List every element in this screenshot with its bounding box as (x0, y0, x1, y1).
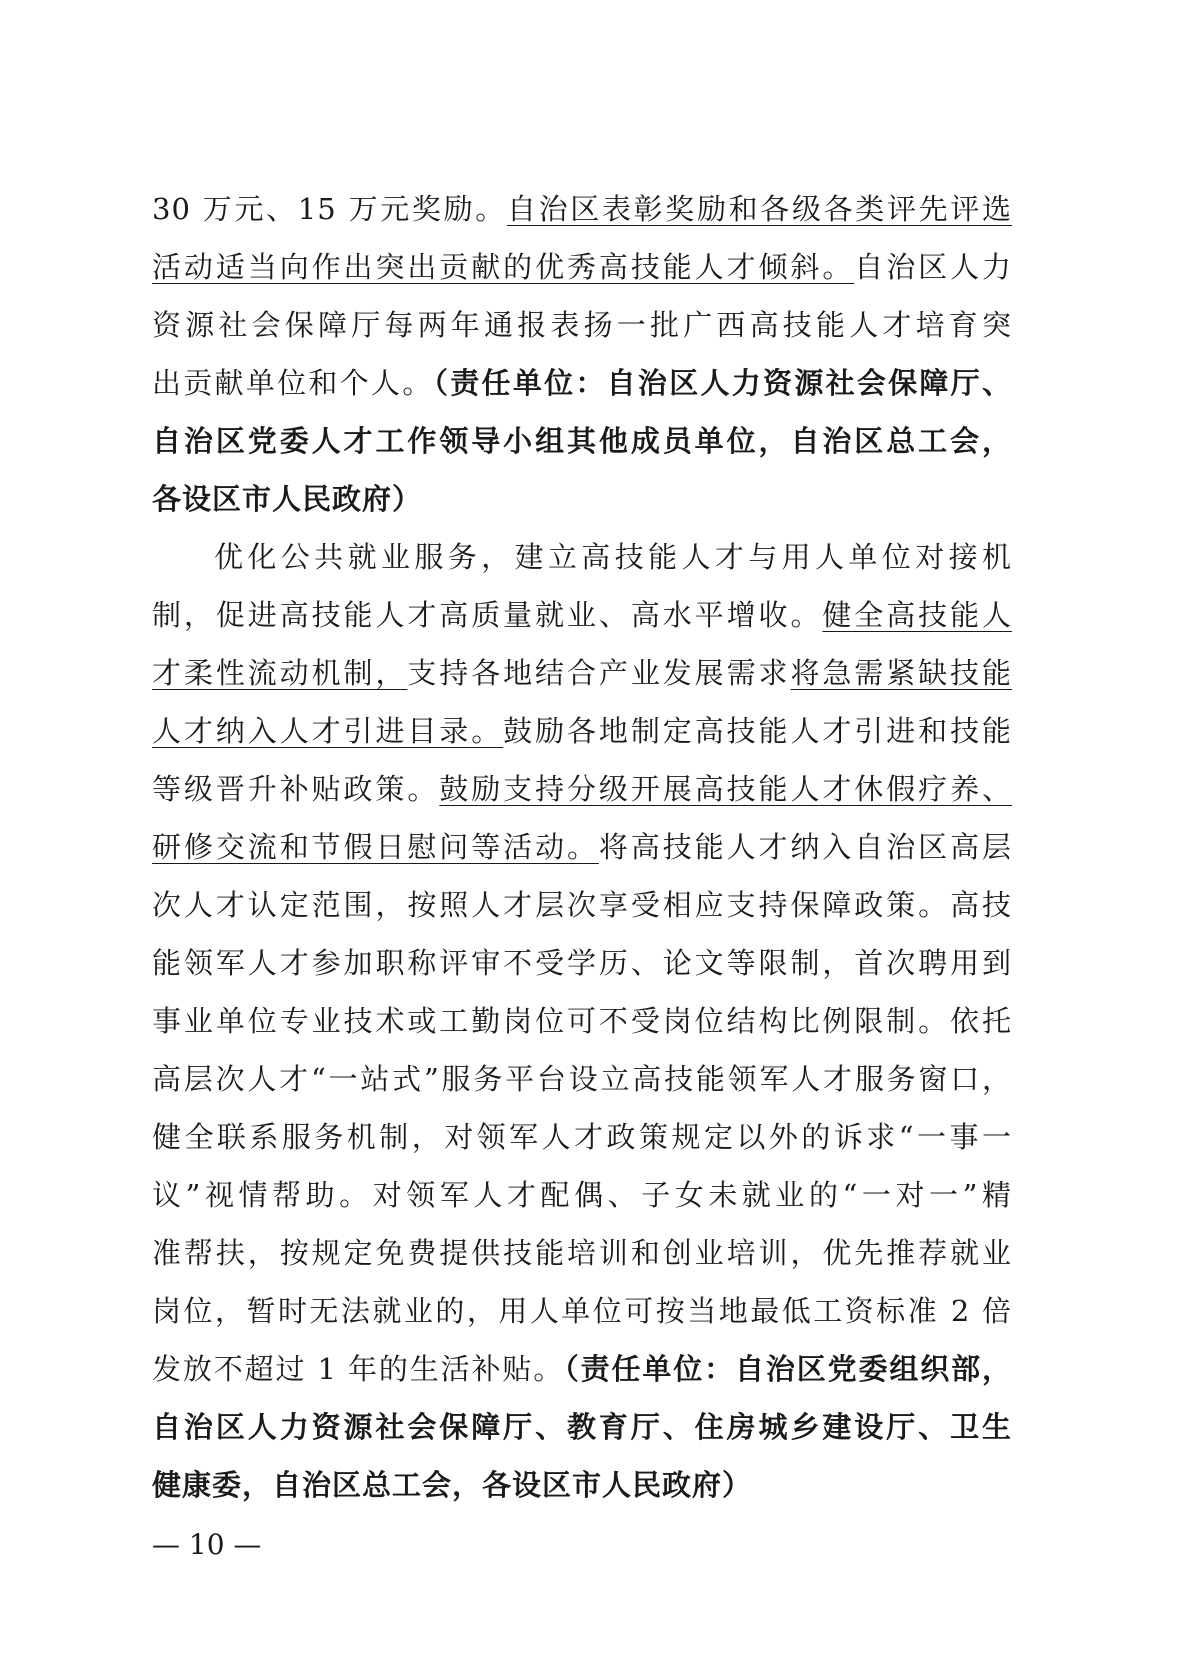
text-segment: 发放不超过 1 年的生活补贴。 (152, 1352, 565, 1386)
text-segment: 优化公共就业服务，建立高技能人才与用人单位对接机 (214, 540, 1012, 574)
paragraph-first-line (152, 528, 1012, 586)
responsibility-note: （责任单位：自治区人力资源社会保障厅、 (433, 366, 1012, 400)
text-line (152, 1340, 1012, 1398)
underlined-segment: 鼓励支持分级开展高技能人才休假疗养、 (439, 772, 1012, 806)
text-segment: 等级晋升补贴政策。 (152, 772, 440, 806)
underlined-segment: 研修交流和节假日慰问等活动。 (152, 830, 599, 864)
text-line (152, 354, 1012, 412)
underlined-segment: 将急需紧缺技能 (790, 656, 1012, 690)
text-line (152, 1108, 1012, 1166)
text-line (152, 296, 1012, 354)
text-line (152, 412, 1012, 470)
text-line (152, 992, 1012, 1050)
responsibility-note: 自治区党委人才工作领导小组其他成员单位，自治区总工会， (152, 424, 1012, 458)
text-line (152, 1050, 1012, 1108)
underlined-segment: 健全高技能人 (822, 598, 1012, 632)
document-body (152, 180, 1012, 1514)
text-segment: 能领军人才参加职称评审不受学历、论文等限制，首次聘用到 (152, 946, 1012, 980)
text-segment: 高层次人才“一站式”服务平台设立高技能领军人才服务窗口， (152, 1062, 1012, 1096)
text-segment: 准帮扶，按规定免费提供技能培训和创业培训，优先推荐就业 (152, 1236, 1012, 1270)
text-line (152, 934, 1012, 992)
text-segment: 资源社会保障厅每两年通报表扬一批广西高技能人才培育突 (152, 308, 1012, 342)
text-segment: 次人才认定范围，按照人才层次享受相应支持保障政策。高技 (152, 888, 1012, 922)
text-line (152, 818, 1012, 876)
page-number: — 10 — (152, 1528, 262, 1561)
responsibility-note: （责任单位：自治区党委组织部， (564, 1352, 1012, 1386)
text-line (152, 702, 1012, 760)
text-line (152, 876, 1012, 934)
text-line (152, 238, 1012, 296)
text-segment: 事业单位专业技术或工勤岗位可不受岗位结构比例限制。依托 (152, 1004, 1012, 1038)
responsibility-note: 健康委，自治区总工会，各设区市人民政府） (152, 1468, 753, 1502)
responsibility-note: 自治区人力资源社会保障厅、教育厅、住房城乡建设厅、卫生 (152, 1410, 1012, 1444)
text-segment: 岗位，暂时无法就业的，用人单位可按当地最低工资标准 2 倍 (152, 1294, 1012, 1328)
text-line (152, 586, 1012, 644)
text-segment: 将高技能人才纳入自治区高层 (598, 830, 1012, 864)
underlined-segment: 活动适当向作出突出贡献的优秀高技能人才倾斜。 (152, 250, 855, 284)
text-segment: 健全联系服务机制，对领军人才政策规定以外的诉求“一事一 (152, 1120, 1012, 1154)
text-segment: 30 万元、15 万元奖励。 (152, 192, 507, 226)
text-line (152, 1224, 1012, 1282)
text-line (152, 470, 1012, 528)
text-segment: 鼓励各地制定高技能人才引进和技能 (503, 714, 1012, 748)
text-line (152, 1282, 1012, 1340)
text-segment: 支持各地结合产业发展需求 (407, 656, 791, 690)
text-line (152, 180, 1012, 238)
text-line (152, 644, 1012, 702)
text-segment: 自治区人力 (854, 250, 1012, 284)
underlined-segment: 自治区表彰奖励和各级各类评先评选 (506, 192, 1012, 226)
text-line (152, 1456, 1012, 1514)
text-segment: 制，促进高技能人才高质量就业、高水平增收。 (152, 598, 823, 632)
underlined-segment: 才柔性流动机制， (152, 656, 408, 690)
text-line (152, 1398, 1012, 1456)
underlined-segment: 人才纳入人才引进目录。 (152, 714, 504, 748)
text-segment: 议”视情帮助。对领军人才配偶、子女未就业的“一对一”精 (152, 1178, 1012, 1212)
text-segment: 出贡献单位和个人。 (152, 366, 434, 400)
text-line (152, 760, 1012, 818)
text-line (152, 1166, 1012, 1224)
responsibility-note: 各设区市人民政府） (152, 482, 423, 516)
